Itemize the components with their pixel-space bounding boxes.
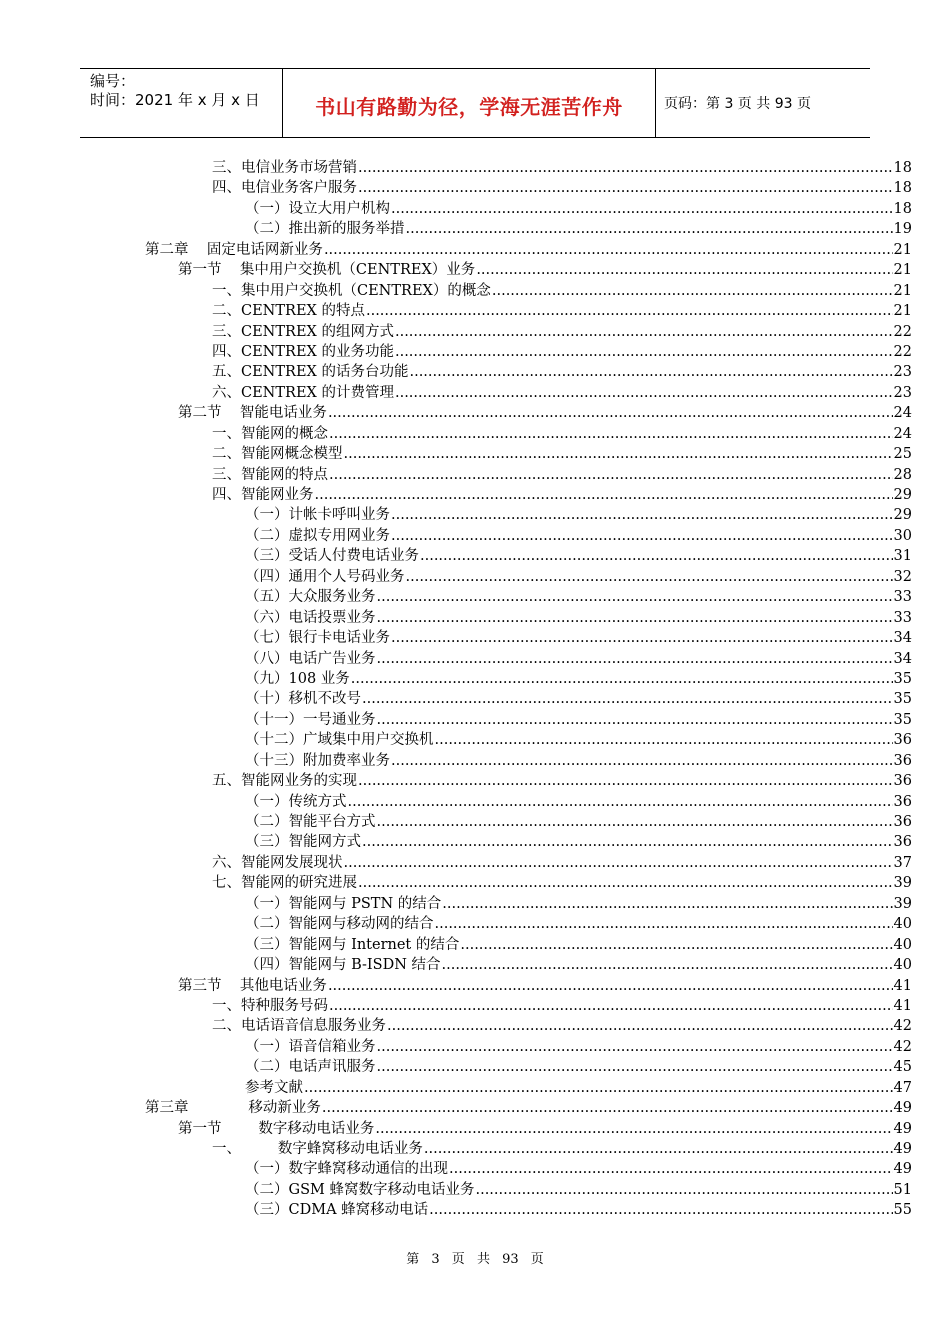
toc-entry-title: 一、集中用户交换机（CENTREX）的概念 xyxy=(212,281,492,301)
toc-entry-page: 34 xyxy=(893,650,912,667)
toc-dot-leader xyxy=(329,465,893,485)
toc-entry-page: 36 xyxy=(893,752,912,769)
toc-entry-title: （一）设立大用户机构 xyxy=(245,199,391,219)
toc-dot-leader xyxy=(435,730,893,750)
toc-dot-leader xyxy=(391,199,893,219)
toc-entry-page: 18 xyxy=(893,200,912,217)
document-number-label: 编号： xyxy=(90,72,136,90)
toc-entry[interactable] xyxy=(0,1016,950,1036)
toc-entry-page: 22 xyxy=(893,343,912,360)
toc-entry-title: （六）电话投票业务 xyxy=(245,608,377,628)
toc-entry[interactable] xyxy=(0,649,950,669)
toc-entry-page: 21 xyxy=(893,241,912,258)
toc-entry-page: 21 xyxy=(893,282,912,299)
toc-dot-leader xyxy=(395,342,893,362)
toc-dot-leader xyxy=(362,832,893,852)
toc-entry[interactable] xyxy=(0,996,950,1016)
toc-entry-page: 49 xyxy=(893,1161,912,1178)
toc-entry[interactable] xyxy=(0,812,950,832)
toc-entry-page: 40 xyxy=(893,936,912,953)
toc-dot-leader xyxy=(391,628,893,648)
toc-dot-leader xyxy=(395,322,893,342)
toc-entry[interactable] xyxy=(0,465,950,485)
toc-dot-leader xyxy=(420,546,893,566)
toc-entry-page: 51 xyxy=(893,1181,912,1198)
toc-dot-leader xyxy=(304,1078,893,1098)
toc-dot-leader xyxy=(429,1200,892,1220)
toc-entry-page: 33 xyxy=(893,589,912,606)
toc-entry[interactable] xyxy=(0,1119,950,1139)
toc-entry-title: 四、智能网业务 xyxy=(212,485,315,505)
toc-dot-leader xyxy=(358,771,893,791)
toc-entry-page: 42 xyxy=(893,1038,912,1055)
toc-entry-title: 六、CENTREX 的计费管理 xyxy=(212,383,395,403)
toc-entry[interactable] xyxy=(0,1180,950,1200)
toc-entry-page: 39 xyxy=(893,895,912,912)
toc-entry-page: 49 xyxy=(893,1120,912,1137)
toc-entry[interactable] xyxy=(0,342,950,362)
toc-dot-leader xyxy=(344,444,893,464)
toc-dot-leader xyxy=(409,362,892,382)
toc-entry[interactable] xyxy=(0,362,950,382)
toc-entry-page: 18 xyxy=(893,180,912,197)
toc-entry[interactable] xyxy=(0,587,950,607)
toc-dot-leader xyxy=(406,219,893,239)
toc-entry[interactable] xyxy=(0,832,950,852)
toc-dot-leader xyxy=(391,751,893,771)
toc-entry-title: （八）电话广告业务 xyxy=(245,649,377,669)
toc-entry-title: 一、特种服务号码 xyxy=(212,996,329,1016)
toc-entry-title: （四）智能网与 B-ISDN 结合 xyxy=(245,955,442,975)
toc-entry-title: 五、智能网业务的实现 xyxy=(212,771,358,791)
page-header xyxy=(80,68,870,138)
toc-entry[interactable] xyxy=(0,526,950,546)
toc-entry-page: 41 xyxy=(893,997,912,1014)
toc-entry-page: 34 xyxy=(893,630,912,647)
toc-entry-page: 18 xyxy=(893,160,912,176)
toc-dot-leader xyxy=(406,567,893,587)
toc-entry[interactable] xyxy=(0,424,950,444)
toc-entry[interactable] xyxy=(0,1200,950,1220)
toc-entry-title: （一）数字蜂窝移动通信的出现 xyxy=(245,1159,449,1179)
toc-entry[interactable] xyxy=(0,1037,950,1057)
toc-entry[interactable] xyxy=(0,1159,950,1179)
toc-entry-title: 四、CENTREX 的业务功能 xyxy=(212,342,395,362)
toc-entry-page: 35 xyxy=(893,670,912,687)
toc-entry-title: （二）智能平台方式 xyxy=(245,812,377,832)
toc-entry-title: （三）CDMA 蜂窝移动电话 xyxy=(245,1200,429,1220)
toc-entry-title: 五、CENTREX 的话务台功能 xyxy=(212,362,409,382)
toc-dot-leader xyxy=(476,260,892,280)
toc-entry-title: （二）推出新的服务举措 xyxy=(245,219,406,239)
toc-dot-leader xyxy=(358,178,893,198)
toc-entry-title: （三）智能网方式 xyxy=(245,832,362,852)
toc-entry-title: 一、 数字蜂窝移动电话业务 xyxy=(212,1139,424,1159)
toc-dot-leader xyxy=(358,158,893,178)
toc-entry[interactable] xyxy=(0,219,950,239)
toc-entry[interactable] xyxy=(0,628,950,648)
toc-dot-leader xyxy=(329,424,893,444)
toc-entry-title: 参考文献 xyxy=(245,1078,304,1098)
toc-entry-title: （七）银行卡电话业务 xyxy=(245,628,391,648)
toc-entry[interactable] xyxy=(0,505,950,525)
toc-entry-title: （九）108 业务 xyxy=(245,669,351,689)
toc-entry-page: 40 xyxy=(893,957,912,974)
toc-dot-leader xyxy=(377,649,893,669)
toc-entry-page: 40 xyxy=(893,916,912,933)
toc-entry-title: 三、电信业务市场营销 xyxy=(212,158,358,178)
toc-dot-leader xyxy=(475,1180,892,1200)
footer-total-number: 93 xyxy=(502,1252,519,1267)
toc-entry[interactable] xyxy=(0,1139,950,1159)
toc-entry-page: 49 xyxy=(893,1100,912,1117)
toc-entry-page: 37 xyxy=(893,854,912,871)
toc-entry-title: （二）电话声讯服务 xyxy=(245,1057,377,1077)
header-page-info: 页码：第 3 页 共 93 页 xyxy=(664,96,811,112)
toc-entry-title: （一）语音信箱业务 xyxy=(245,1037,377,1057)
toc-dot-leader xyxy=(344,853,893,873)
toc-entry[interactable] xyxy=(0,199,950,219)
toc-entry[interactable] xyxy=(0,301,950,321)
toc-entry-title: 二、智能网概念模型 xyxy=(212,444,344,464)
toc-dot-leader xyxy=(435,914,893,934)
toc-entry-title: 第一节 数字移动电话业务 xyxy=(178,1119,375,1139)
toc-dot-leader xyxy=(377,608,893,628)
toc-entry[interactable] xyxy=(0,976,950,996)
toc-entry[interactable] xyxy=(0,935,950,955)
toc-dot-leader xyxy=(324,240,893,260)
toc-entry-title: （一）传统方式 xyxy=(245,792,348,812)
toc-entry[interactable] xyxy=(0,567,950,587)
toc-entry-title: 第一节 集中用户交换机（CENTREX）业务 xyxy=(178,260,476,280)
toc-entry-page: 21 xyxy=(893,303,912,320)
toc-dot-leader xyxy=(424,1139,893,1159)
toc-entry-title: 第二节 智能电话业务 xyxy=(178,403,328,423)
toc-entry-page: 32 xyxy=(893,568,912,585)
toc-dot-leader xyxy=(377,1057,893,1077)
toc-entry[interactable] xyxy=(0,853,950,873)
toc-entry[interactable] xyxy=(0,955,950,975)
toc-dot-leader xyxy=(329,996,893,1016)
toc-entry[interactable] xyxy=(0,894,950,914)
toc-entry[interactable] xyxy=(0,710,950,730)
toc-entry-title: （二）GSM 蜂窝数字移动电话业务 xyxy=(245,1180,475,1200)
toc-entry[interactable] xyxy=(0,689,950,709)
toc-entry-title: （一）计帐卡呼叫业务 xyxy=(245,505,391,525)
toc-dot-leader xyxy=(358,873,893,893)
toc-dot-leader xyxy=(351,669,893,689)
toc-dot-leader xyxy=(391,505,893,525)
toc-entry-page: 19 xyxy=(893,221,912,238)
toc-entry-page: 36 xyxy=(893,793,912,810)
toc-dot-leader xyxy=(449,1159,893,1179)
toc-entry-page: 39 xyxy=(893,875,912,892)
toc-entry[interactable] xyxy=(0,260,950,280)
toc-dot-leader xyxy=(387,1016,893,1036)
toc-entry-page: 49 xyxy=(893,1141,912,1157)
toc-entry-title: 四、电信业务客户服务 xyxy=(212,178,358,198)
toc-entry[interactable] xyxy=(0,914,950,934)
toc-entry-title: （十）移机不改号 xyxy=(245,689,362,709)
toc-entry-page: 24 xyxy=(893,425,912,442)
toc-dot-leader xyxy=(460,935,892,955)
toc-entry-title: （十二）广域集中用户交换机 xyxy=(245,730,435,750)
toc-entry-title: （四）通用个人号码业务 xyxy=(245,567,406,587)
toc-entry-page: 41 xyxy=(893,977,912,994)
toc-entry[interactable] xyxy=(0,1098,950,1118)
toc-entry-page: 24 xyxy=(893,405,912,422)
header-meta xyxy=(80,69,283,137)
toc-entry-page: 42 xyxy=(893,1018,912,1035)
toc-entry[interactable] xyxy=(0,751,950,771)
toc-dot-leader xyxy=(391,526,893,546)
toc-entry-page: 29 xyxy=(893,487,912,503)
toc-entry-page: 31 xyxy=(893,548,912,565)
toc-entry[interactable] xyxy=(0,322,950,342)
table-of-contents xyxy=(0,158,950,1221)
footer-total-word: 共 xyxy=(476,1252,490,1267)
toc-dot-leader xyxy=(315,485,893,505)
footer-page-number: 3 xyxy=(431,1252,440,1267)
toc-entry[interactable] xyxy=(0,608,950,628)
toc-entry[interactable] xyxy=(0,730,950,750)
toc-entry[interactable] xyxy=(0,1078,950,1098)
toc-entry-title: （二）虚拟专用网业务 xyxy=(245,526,391,546)
toc-entry[interactable] xyxy=(0,383,950,403)
toc-dot-leader xyxy=(328,403,893,423)
toc-entry[interactable] xyxy=(0,792,950,812)
toc-entry[interactable] xyxy=(0,403,950,423)
toc-dot-leader xyxy=(377,587,893,607)
toc-entry-page: 55 xyxy=(893,1202,912,1219)
toc-entry-title: （十三）附加费率业务 xyxy=(245,751,391,771)
toc-entry-title: 二、CENTREX 的特点 xyxy=(212,301,366,321)
toc-entry-title: 三、CENTREX 的组网方式 xyxy=(212,322,395,342)
toc-entry-page: 36 xyxy=(893,834,912,851)
toc-entry-title: （三）智能网与 Internet 的结合 xyxy=(245,935,460,955)
toc-entry-title: 一、智能网的概念 xyxy=(212,424,329,444)
toc-entry[interactable] xyxy=(0,669,950,689)
toc-entry-title: （一）智能网与 PSTN 的结合 xyxy=(245,894,442,914)
toc-entry-title: 二、电话语音信息服务业务 xyxy=(212,1016,387,1036)
toc-entry-title: 六、智能网发展现状 xyxy=(212,853,344,873)
document-date-label: 时间：2021 年 x 月 x 日 xyxy=(90,91,260,109)
toc-entry-page: 21 xyxy=(893,262,912,279)
toc-entry[interactable] xyxy=(0,240,950,260)
toc-entry-page: 30 xyxy=(893,527,912,544)
toc-entry-page: 28 xyxy=(893,466,912,483)
toc-entry-title: （二）智能网与移动网的结合 xyxy=(245,914,435,934)
toc-entry-page: 33 xyxy=(893,609,912,626)
toc-dot-leader xyxy=(362,689,893,709)
toc-dot-leader xyxy=(375,1119,892,1139)
toc-entry-page: 25 xyxy=(893,446,912,463)
toc-entry-title: 第三节 其他电话业务 xyxy=(178,976,328,996)
header-motto: 书山有路勤为径，学海无涯苦作舟 xyxy=(315,95,623,119)
toc-entry[interactable] xyxy=(0,158,950,178)
toc-entry[interactable] xyxy=(0,485,950,505)
toc-entry-page: 36 xyxy=(893,814,912,830)
toc-dot-leader xyxy=(395,383,893,403)
footer-page-unit: 页 xyxy=(451,1252,465,1267)
toc-entry-page: 35 xyxy=(893,691,912,708)
toc-entry-page: 22 xyxy=(893,323,912,340)
page-footer xyxy=(0,1248,950,1267)
toc-entry-title: （三）受话人付费电话业务 xyxy=(245,546,420,566)
toc-dot-leader xyxy=(328,976,893,996)
toc-entry-title: 三、智能网的特点 xyxy=(212,465,329,485)
toc-entry-title: （五）大众服务业务 xyxy=(245,587,377,607)
toc-dot-leader xyxy=(492,281,893,301)
toc-entry-page: 45 xyxy=(893,1059,912,1076)
toc-entry-title: （十一）一号通业务 xyxy=(245,710,377,730)
toc-entry-page: 47 xyxy=(893,1079,912,1096)
toc-dot-leader xyxy=(442,894,892,914)
toc-dot-leader xyxy=(322,1098,893,1118)
footer-page-word: 第 xyxy=(406,1252,420,1267)
toc-dot-leader xyxy=(366,301,893,321)
toc-entry-page: 36 xyxy=(893,773,912,790)
toc-entry-page: 23 xyxy=(893,364,912,381)
toc-entry-title: 七、智能网的研究进展 xyxy=(212,873,358,893)
toc-entry[interactable] xyxy=(0,178,950,198)
toc-entry[interactable] xyxy=(0,873,950,893)
header-motto-cell xyxy=(283,69,656,137)
toc-entry-title: 第二章 固定电话网新业务 xyxy=(145,240,324,260)
toc-entry-title: 第三章 移动新业务 xyxy=(145,1098,322,1118)
toc-entry-page: 36 xyxy=(893,732,912,749)
toc-dot-leader xyxy=(377,1037,893,1057)
toc-entry[interactable] xyxy=(0,444,950,464)
toc-entry-page: 35 xyxy=(893,711,912,728)
toc-entry[interactable] xyxy=(0,771,950,791)
footer-total-unit: 页 xyxy=(530,1252,544,1267)
toc-entry[interactable] xyxy=(0,281,950,301)
toc-entry[interactable] xyxy=(0,1057,950,1077)
toc-dot-leader xyxy=(377,812,893,832)
toc-entry-page: 29 xyxy=(893,507,912,524)
toc-dot-leader xyxy=(348,792,893,812)
toc-dot-leader xyxy=(377,710,893,730)
toc-entry[interactable] xyxy=(0,546,950,566)
toc-entry-page: 23 xyxy=(893,384,912,401)
toc-dot-leader xyxy=(442,955,893,975)
